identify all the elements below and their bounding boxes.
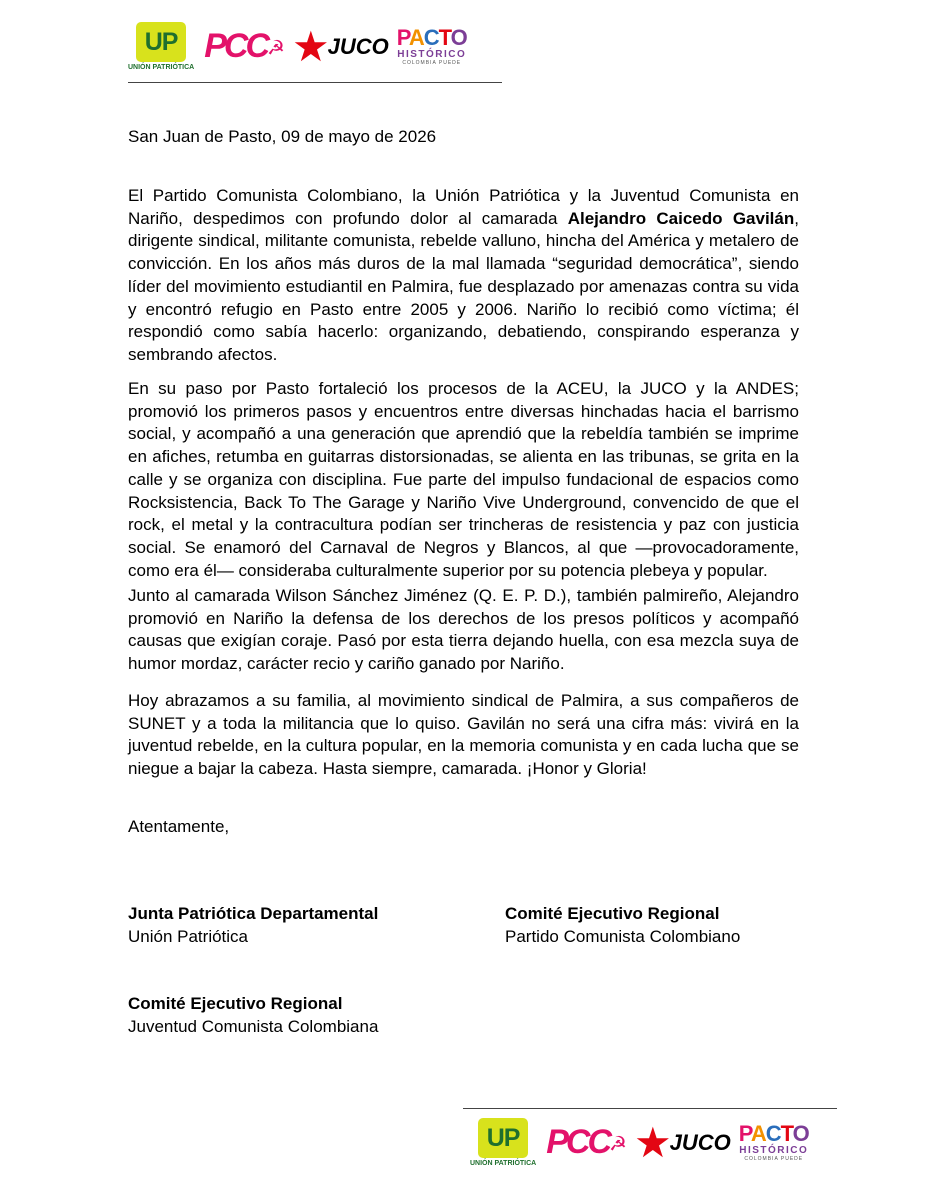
signature-block-up: [128, 902, 378, 948]
header-divider: [128, 82, 502, 83]
signature-block-pcc: [505, 902, 740, 948]
letter-date: San Juan de Pasto, 09 de mayo de 2026: [128, 127, 437, 146]
paragraph-1-text: El Partido Comunista Colombiano, la Unión Patriótica y la Juventud Comunista en Nariño, despedimos con profundo dolor al camarada: [128, 186, 799, 228]
pcc-logo-text: PCC: [204, 27, 268, 65]
deceased-name: Alejandro Caicedo Gavilán: [567, 208, 795, 228]
up-logo: [128, 22, 194, 71]
star-icon: ★: [291, 22, 330, 70]
pcc-logo-text: PCC: [546, 1123, 610, 1161]
paragraph-1: [128, 185, 799, 367]
signature-title: Comité Ejecutivo Regional: [128, 994, 343, 1013]
paragraph-4: Hoy abrazamos a su familia, al movimiento sindical de Palmira, a sus compañeros de SUNET y a toda la militancia que lo quiso. Gavilán no será una cifra más: vivirá en la juventud rebelde, en la cultura popular, en la memoria comunista y en cada lucha que se niegue a bajar la cabeza. Hasta siempre, camarada. ¡Honor y Gloria!: [128, 691, 799, 779]
signature-organization: Partido Comunista Colombiano: [505, 927, 741, 946]
footer-logos: [470, 1118, 809, 1167]
footer-divider: [463, 1108, 837, 1109]
paragraph-1-continuation: , dirigente sindical, militante comunista, rebelde valluno, hincha del América y metalero de convicción. En los años más duros de la mal llamada “seguridad democrática”, siendo líder del movimiento estudiantil en Palmira, fue desplazado por amenazas contra su vida y encontró refugio en Pasto entre 2005 y 2006. Nariño lo recibió como víctima; él respondió como sabía hacerlo: organizando, debatiendo, conspirando esperanza y sembrando afectos.: [128, 208, 799, 364]
juco-logo-text: JUCO: [669, 1129, 731, 1155]
up-logo: [470, 1118, 536, 1167]
pcc-logo: [204, 27, 282, 66]
up-logo-mark: UP: [478, 1118, 528, 1158]
signature-title: Comité Ejecutivo Regional: [505, 904, 720, 923]
pacto-logo-subtitle: HISTÓRICO: [739, 1145, 809, 1156]
juco-logo: [633, 1118, 731, 1166]
paragraph-2: En su paso por Pasto fortaleció los procesos de la ACEU, la JUCO y la ANDES; promovió los primeros pasos y encuentros entre diversas hinchadas hacia el barrismo social, y acompañó a una generación que aprendió que la rebeldía también se imprime en afiches, retumba en guitarras distorsionadas, se alienta en las tribunas, se grita en la calle y se organiza con disciplina. Fue parte del impulso fundacional de espacios como Rocksistencia, Back To The Garage y Nariño Vive Underground, convencido de que el rock, el metal y la contracultura podían ser trincheras de resistencia y paz con justicia social. Se enamoró del Carnaval de Negros y Blancos, al que —provocadoramente, como era él— consideraba culturalmente superior por su potencia plebeya y popular.: [128, 379, 799, 580]
up-logo-caption: UNIÓN PATRIÓTICA: [128, 64, 195, 71]
signature-title: Junta Patriótica Departamental: [128, 904, 379, 923]
paragraph-3: Junto al camarada Wilson Sánchez Jiménez (Q. E. P. D.), también palmireño, Alejandro promovió en Nariño la defensa de los derechos de los presos políticos y acompañó causas que exigían coraje. Pasó por esta tierra dejando huella, con esa mezcla suya de humor mordaz, carácter recio y cariño ganado por Nariño.: [128, 586, 799, 674]
up-logo-mark: UP: [136, 22, 186, 62]
pacto-logo-tagline: COLOMBIA PUEDE: [402, 60, 462, 66]
juco-logo-text: JUCO: [327, 33, 389, 59]
signature-block-juco: [128, 992, 378, 1038]
closing-salutation: Atentamente,: [128, 817, 230, 836]
pacto-historico-logo: [397, 27, 467, 66]
pcc-logo: [546, 1123, 624, 1162]
juco-logo: [291, 22, 389, 70]
signature-organization: Unión Patriótica: [128, 927, 249, 946]
hammer-sickle-icon: ☭: [609, 1133, 624, 1156]
star-icon: ★: [633, 1118, 672, 1166]
pacto-logo-word: PACTO: [396, 25, 467, 50]
pacto-historico-logo: [739, 1123, 809, 1162]
header-logos: [128, 22, 467, 71]
pacto-logo-word: PACTO: [738, 1121, 809, 1146]
pacto-logo-tagline: COLOMBIA PUEDE: [744, 1156, 804, 1162]
up-logo-caption: UNIÓN PATRIÓTICA: [470, 1160, 537, 1167]
pacto-logo-subtitle: HISTÓRICO: [397, 49, 467, 60]
signature-organization: Juventud Comunista Colombiana: [128, 1017, 379, 1036]
hammer-sickle-icon: ☭: [267, 37, 282, 60]
